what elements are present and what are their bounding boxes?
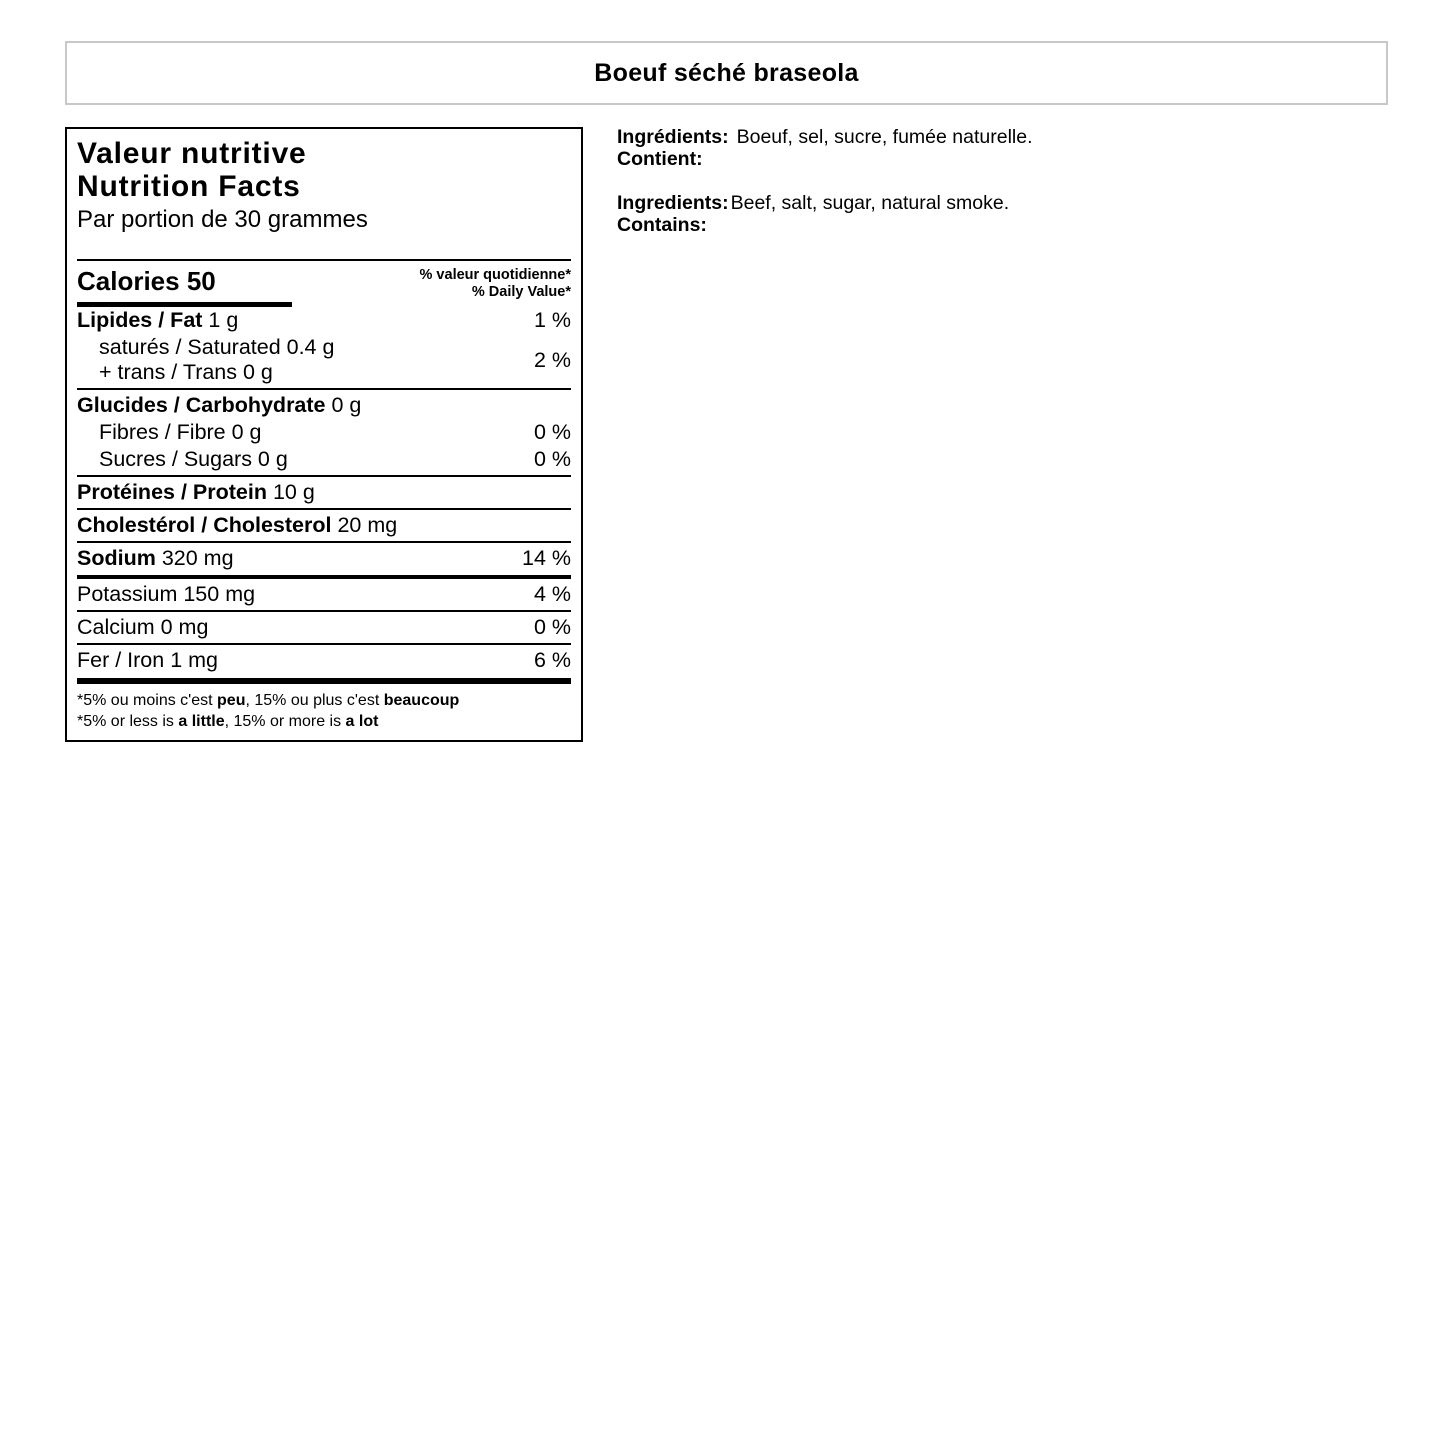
footnote-en: *5% or less is a little, 15% or more is a lot [77,713,379,730]
row-fat-percent: 1 % [533,308,571,332]
serving-size: Par portion de 30 grammes [77,206,368,233]
row-fibre-percent: 0 % [533,420,571,444]
row-sugars-percent: 0 % [533,447,571,471]
ingredients-section [617,126,1217,258]
footnote [77,687,571,732]
row-saturated-percent: 2 % [533,347,571,372]
daily-value-header-fr: % valeur quotidienne* [419,267,571,283]
row-cholesterol [77,512,571,539]
row-carbohydrate [77,392,571,419]
divider [77,610,571,612]
row-potassium-label: Potassium 150 mg [77,582,256,606]
contains-en-label: Contains: [617,214,707,236]
row-sugars [77,446,571,473]
ingredients-fr-text: Boeuf, sel, sucre, fumée naturelle. [736,126,1033,148]
ingredients-en-block [617,192,1217,236]
calories-label: Calories 50 [77,266,292,307]
divider [77,508,571,510]
row-fat-label: Lipides / Fat 1 g [77,308,239,332]
row-carbohydrate-label: Glucides / Carbohydrate 0 g [77,393,362,417]
nutrition-facts-panel [65,127,583,742]
ingredients-fr-block [617,126,1217,170]
row-sodium-label: Sodium 320 mg [77,546,234,570]
row-sodium [77,545,571,572]
row-calcium-percent: 0 % [533,615,571,639]
ingredients-en-text: Beef, salt, sugar, natural smoke. [730,192,1010,214]
contains-fr-label: Contient: [617,148,703,170]
row-fibre-label: Fibres / Fibre 0 g [99,420,262,444]
daily-value-header-en: % Daily Value* [471,284,571,300]
row-saturated [77,334,571,386]
calories-row [77,261,571,307]
nft-title-en: Nutrition Facts [77,170,301,203]
divider [77,541,571,543]
row-cholesterol-label: Cholestérol / Cholesterol 20 mg [77,513,398,537]
bottom-thick-divider [77,678,571,684]
row-potassium-percent: 4 % [533,582,571,606]
ingredients-en-label: Ingredients: [617,192,729,214]
row-iron-label: Fer / Iron 1 mg [77,648,218,672]
row-saturated-label: saturés / Saturated 0.4 g + trans / Trans 0 g [99,335,335,384]
ingredients-fr-label: Ingrédients: [617,126,729,148]
row-fibre [77,419,571,446]
divider [77,475,571,477]
thick-divider [77,575,571,579]
footnote-fr: *5% ou moins c'est peu, 15% ou plus c'est beaucoup [77,692,460,709]
divider [77,643,571,645]
row-fat [77,307,571,334]
divider [77,388,571,390]
contains-fr-line [617,148,1217,170]
nft-title-fr: Valeur nutritive [77,137,307,170]
ingredients-en-line [617,192,1217,214]
row-potassium [77,581,571,608]
row-calcium-label: Calcium 0 mg [77,615,209,639]
daily-value-header [420,266,571,301]
contains-en-line [617,214,1217,236]
row-iron-percent: 6 % [533,648,571,672]
row-iron [77,647,571,674]
row-sodium-percent: 14 % [521,546,571,570]
row-protein [77,479,571,506]
product-title: Boeuf séché braseola [594,58,859,87]
row-sugars-label: Sucres / Sugars 0 g [99,447,288,471]
ingredients-fr-line [617,126,1217,148]
row-calcium [77,614,571,641]
row-protein-label: Protéines / Protein 10 g [77,480,315,504]
product-title-box [65,41,1388,105]
